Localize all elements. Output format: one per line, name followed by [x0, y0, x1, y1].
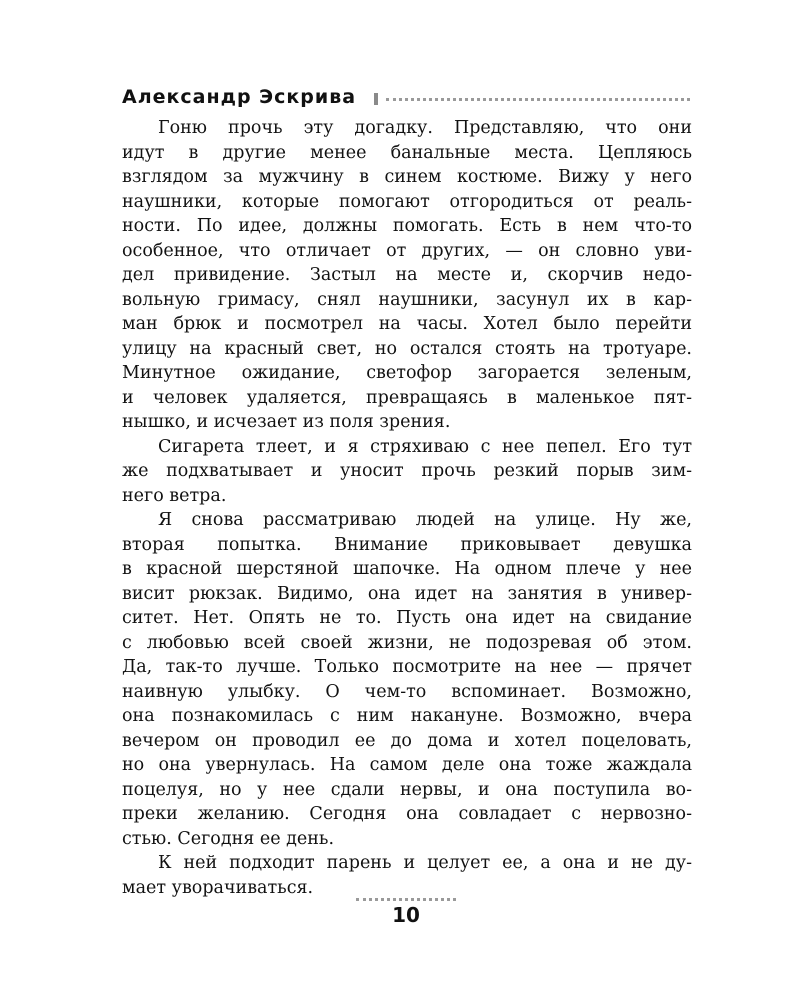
text-line: стью. Сегодня ее день.	[122, 828, 335, 849]
text-line: вторая попытка. Внимание приковывает девушка	[122, 534, 692, 555]
text-line: идут в другие менее банальные места. Цепляюсь	[122, 142, 692, 163]
text-line: ситет. Нет. Опять не то. Пусть она идет на свидание	[122, 608, 692, 628]
body-text	[122, 116, 692, 900]
text-line: нышко, и исчезает из поля зрения.	[122, 412, 451, 432]
text-line: К ней подходит парень и целует ее, а она и не ду-	[158, 853, 692, 873]
text-line: него ветра.	[122, 485, 227, 506]
header-bar-mark	[374, 93, 378, 105]
text-line: ности. По идее, должны помогать. Есть в нем что-то	[122, 216, 692, 236]
text-line: поцелуя, но у нее сдали нервы, и она поступила во-	[122, 779, 692, 800]
text-line: особенное, что отличает от других, — он словно уви-	[122, 240, 692, 261]
text-line: наушники, которые помогают отгородиться от реаль-	[122, 191, 692, 212]
text-line: улицу на красный свет, но остался стоять на тротуаре.	[122, 338, 692, 359]
paragraph	[122, 851, 692, 900]
text-line: вольную гримасу, снял наушники, засунул их в кар-	[122, 289, 692, 310]
text-line: Сигарета тлеет, и я стряхиваю с нее пепел. Его тут	[158, 436, 692, 457]
text-line: Я снова рассматриваю людей на улице. Ну же,	[158, 510, 692, 530]
running-header	[122, 84, 692, 110]
text-line: с любовью всей своей жизни, не подозревая об этом.	[122, 632, 692, 653]
text-line: висит рюкзак. Видимо, она идет на занятия в универ-	[122, 583, 692, 604]
text-line: но она увернулась. На самом деле она тоже жаждала	[122, 755, 692, 775]
text-line: взглядом за мужчину в синем костюме. Вижу у него	[122, 167, 692, 187]
text-line: мает уворачиваться.	[122, 877, 314, 898]
text-line: она познакомилась с ним накануне. Возможно, вчера	[122, 706, 692, 726]
footer-dotted-rule	[356, 898, 456, 901]
text-line: дел привидение. Застыл на месте и, скорчив недо-	[122, 265, 692, 285]
text-line: преки желанию. Сегодня она совладает с нервозно-	[122, 804, 692, 824]
author-name: Александр Эскрива	[122, 86, 357, 108]
paragraph	[122, 508, 692, 851]
text-line: наивную улыбку. О чем-то вспоминает. Возможно,	[122, 681, 692, 702]
text-line: Да, так-то лучше. Только посмотрите на нее — прячет	[122, 657, 692, 677]
text-line: и человек удаляется, превращаясь в маленькое пят-	[122, 387, 692, 408]
header-dotted-rule	[386, 98, 690, 101]
text-line: ман брюк и посмотрел на часы. Хотел было перейти	[122, 314, 692, 334]
text-line: вечером он проводил ее до дома и хотел поцеловать,	[122, 730, 692, 751]
page-number: 10	[392, 903, 420, 927]
text-line: же подхватывает и уносит прочь резкий порыв зим-	[122, 461, 692, 481]
paragraph	[122, 435, 692, 509]
paragraph	[122, 116, 692, 435]
text-line: Минутное ожидание, светофор загорается зеленым,	[122, 363, 692, 383]
text-line: в красной шерстяной шапочке. На одном плече у нее	[122, 559, 692, 579]
text-line: Гоню прочь эту догадку. Представляю, что они	[158, 118, 692, 138]
